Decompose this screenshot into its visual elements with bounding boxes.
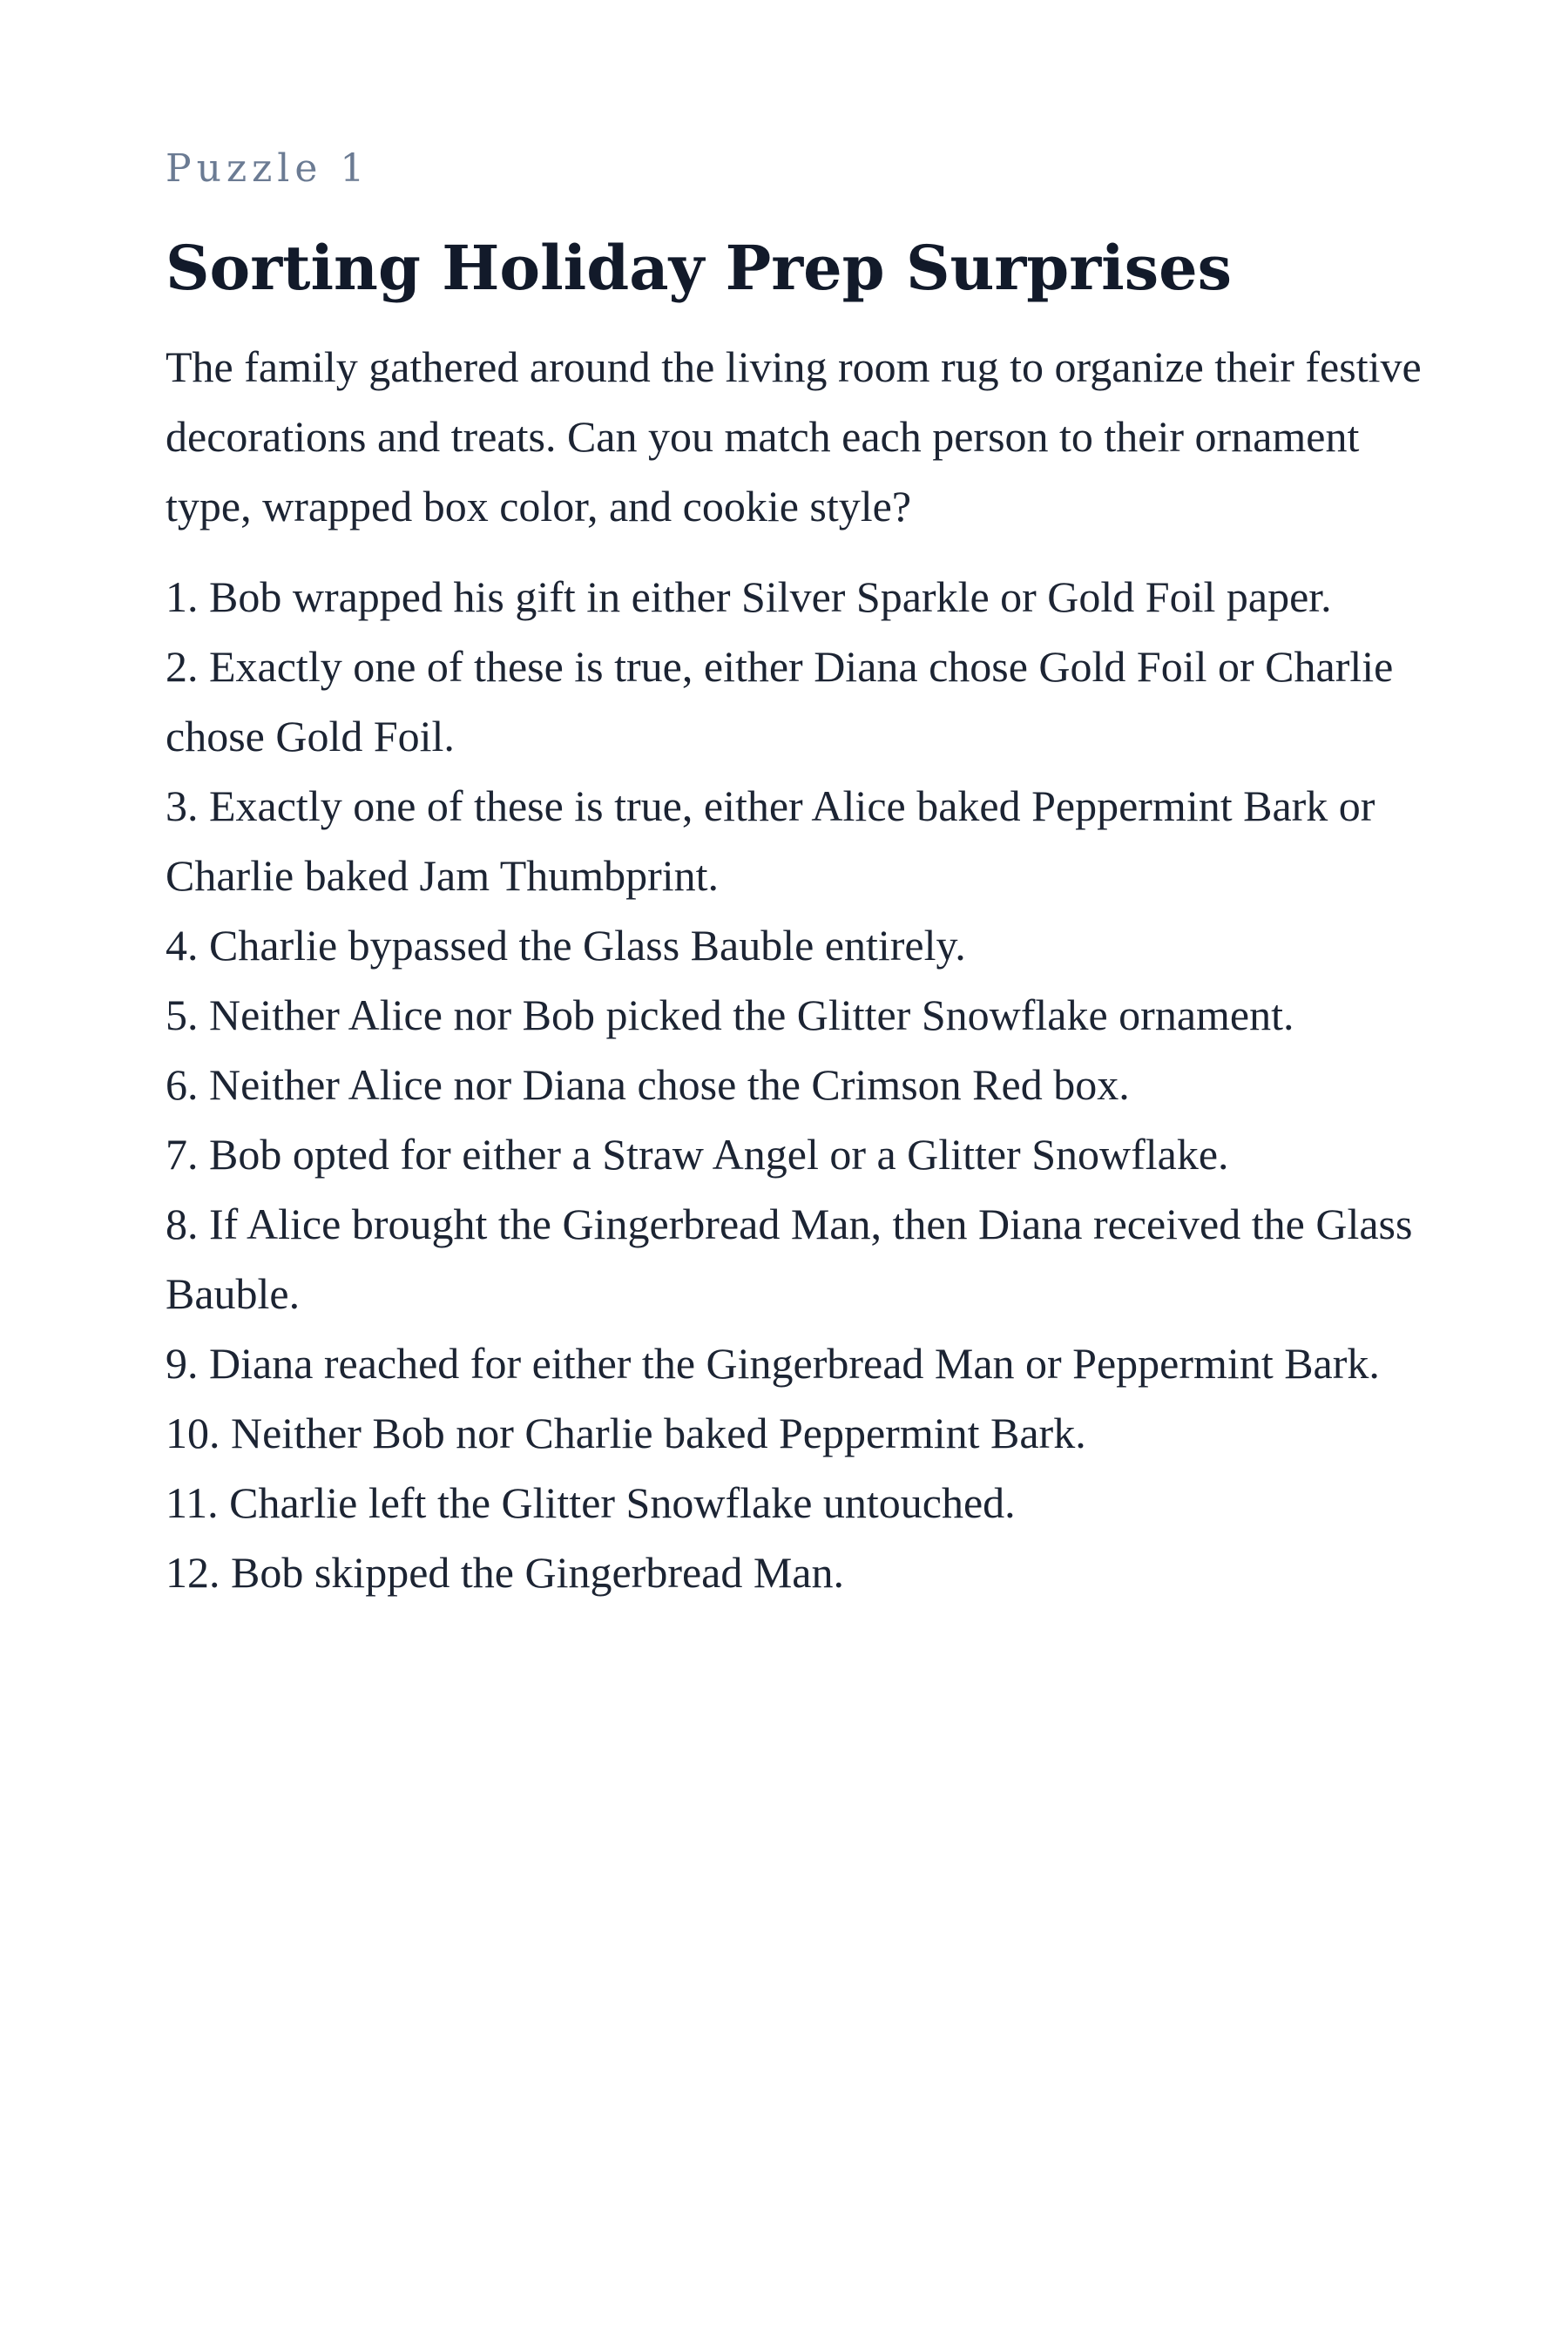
clue-item: 5. Neither Alice nor Bob picked the Glitter Snowflake ornament. bbox=[166, 990, 1294, 1039]
clue-item: 9. Diana reached for either the Gingerbread Man or Peppermint Bark. bbox=[166, 1338, 1380, 1388]
clue-item: 7. Bob opted for either a Straw Angel or a Glitter Snowflake. bbox=[166, 1129, 1229, 1179]
page-title: Sorting Holiday Prep Surprises bbox=[166, 232, 1233, 305]
clue-item: 10. Neither Bob nor Charlie baked Peppermint Bark. bbox=[166, 1408, 1086, 1457]
clue-item: 2. Exactly one of these is true, either Diana chose Gold Foil or Charlie chose Gold Foil. bbox=[166, 641, 1394, 760]
clue-item: 8. If Alice brought the Gingerbread Man, then Diana received the Glass Bauble. bbox=[166, 1199, 1413, 1318]
clue-item: 11. Charlie left the Glitter Snowflake untouched. bbox=[166, 1477, 1016, 1527]
clue-item: 4. Charlie bypassed the Glass Bauble entirely. bbox=[166, 920, 966, 970]
clue-item: 3. Exactly one of these is true, either Alice baked Peppermint Bark or Charlie baked Jam Thumbprint. bbox=[166, 781, 1375, 900]
puzzle-label: Puzzle 1 bbox=[166, 146, 370, 191]
clue-item: 6. Neither Alice nor Diana chose the Crimson Red box. bbox=[166, 1059, 1130, 1109]
intro-paragraph: The family gathered around the living room rug to organize their festive decorations and treats. Can you match each person to their ornament type, wrapped box color, and cookie style? bbox=[166, 341, 1422, 531]
clue-item: 1. Bob wrapped his gift in either Silver Sparkle or Gold Foil paper. bbox=[166, 571, 1332, 621]
puzzle-page bbox=[166, 148, 1437, 1607]
clue-item: 12. Bob skipped the Gingerbread Man. bbox=[166, 1547, 845, 1597]
clue-list bbox=[166, 562, 1437, 1607]
